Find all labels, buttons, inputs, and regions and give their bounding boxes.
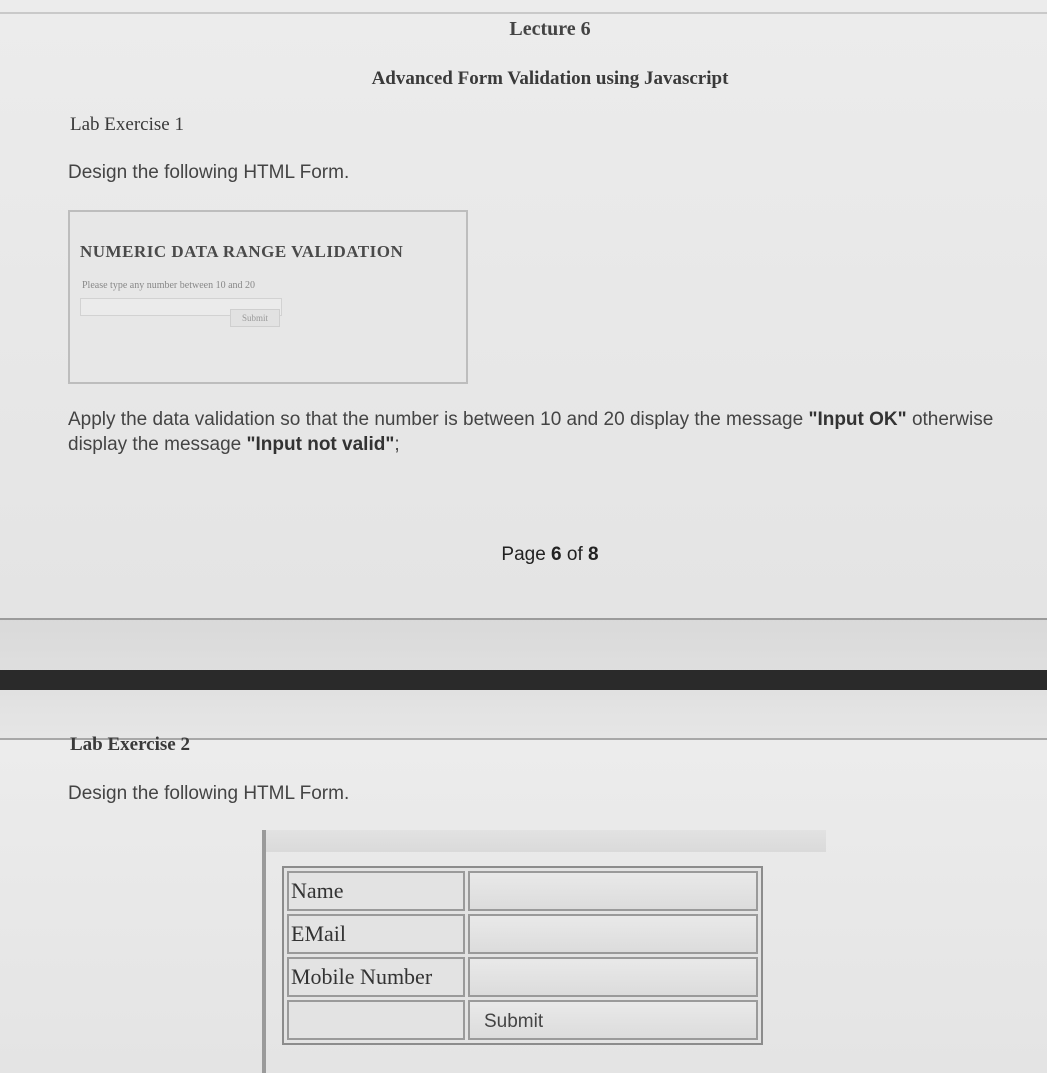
page-prefix: Page: [501, 544, 552, 565]
email-field: [468, 914, 758, 954]
name-field: [468, 871, 758, 911]
lecture-subtitle: Advanced Form Validation using Javascript: [371, 68, 729, 89]
page-separator-bar: [0, 670, 1047, 690]
table-row: [287, 871, 758, 911]
contact-form-preview: [282, 866, 763, 1045]
form-title: NUMERIC DATA RANGE VALIDATION: [80, 242, 404, 261]
page-of: of: [561, 544, 589, 565]
form-prompt: Please type any number between 10 and 20: [82, 280, 256, 291]
lab-2-instruction: Design the following HTML Form.: [68, 783, 350, 804]
mobile-number-field: [468, 957, 758, 997]
mobile-number-label: Mobile Number: [287, 957, 465, 997]
page-current: 6: [551, 544, 562, 565]
table-row: [287, 914, 758, 954]
lab-exercise-2-heading: Lab Exercise 2: [70, 734, 190, 755]
instruction-text: ;: [394, 434, 400, 455]
numeric-validation-form-preview: [68, 210, 468, 384]
page-divider: [0, 618, 1047, 620]
form-frame-edge: [262, 830, 266, 1073]
name-label: Name: [287, 871, 465, 911]
empty-cell: [287, 1000, 465, 1040]
lecture-title: Lecture 6: [509, 18, 591, 40]
instruction-text: Apply the data validation so that the number is between 10 and 20 display the message: [68, 409, 809, 430]
form-frame-top: [266, 830, 826, 852]
page-number: [0, 544, 1047, 566]
email-label: EMail: [287, 914, 465, 954]
submit-cell: [468, 1000, 758, 1040]
page-total: 8: [588, 544, 599, 565]
message-input-ok: "Input OK": [808, 409, 907, 430]
table-row: [287, 1000, 758, 1040]
submit-button: Submit: [484, 1011, 544, 1032]
lab-exercise-1-heading: Lab Exercise 1: [70, 114, 184, 135]
validation-instructions: [68, 407, 1028, 457]
lab-1-instruction: Design the following HTML Form.: [68, 162, 350, 183]
submit-button: Submit: [230, 309, 280, 327]
message-input-not-valid: "Input not valid": [246, 434, 395, 455]
table-row: [287, 957, 758, 997]
instruction-text: otherwise display the message: [68, 409, 994, 455]
